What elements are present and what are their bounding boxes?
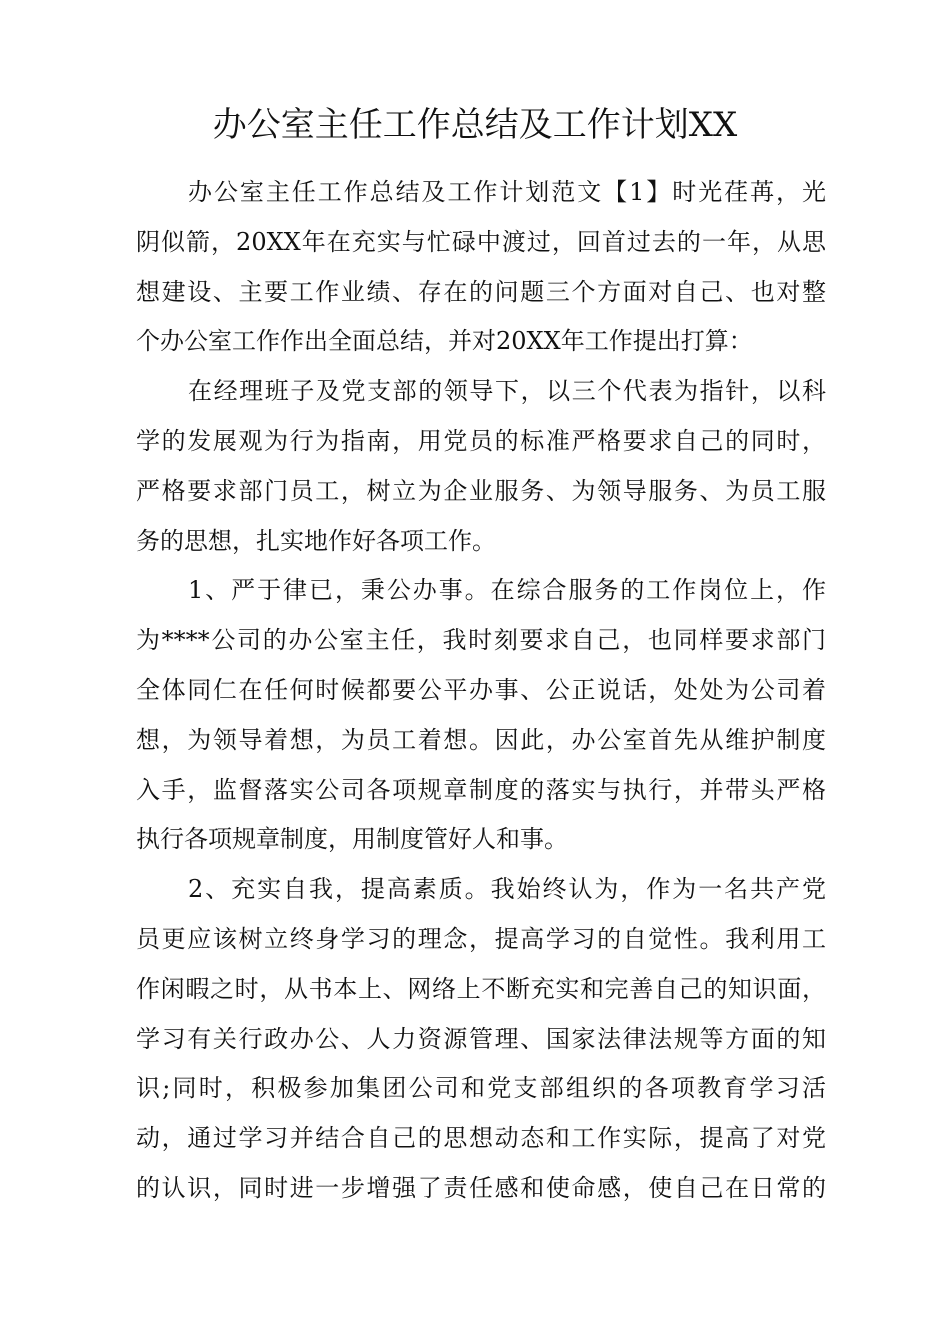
- document-title: 办公室主任工作总结及工作计划XX: [212, 105, 738, 145]
- text-line: 个办公室工作作出全面总结，并对20XX年工作提出打算：: [136, 327, 753, 356]
- text-line: 2、充实自我，提高素质。我始终认为，作为一名共产党: [188, 875, 826, 904]
- text-line: 入手，监督落实公司各项规章制度的落实与执行，并带头严格: [136, 775, 826, 804]
- document-body: [136, 168, 826, 1214]
- text-line: 作闲暇之时，从书本上、网络上不断充实和完善自己的知识面，: [136, 974, 826, 1003]
- text-line: 阴似箭，20XX年在充实与忙碌中渡过，回首过去的一年，从思: [136, 227, 826, 256]
- text-line: 学习有关行政办公、人力资源管理、国家法律法规等方面的知: [136, 1024, 826, 1053]
- text-line: 在经理班子及党支部的领导下，以三个代表为指针，以科: [188, 377, 826, 406]
- text-line: 执行各项规章制度，用制度管好人和事。: [136, 825, 568, 854]
- text-line: 识;同时，积极参加集团公司和党支部组织的各项教育学习活: [136, 1074, 826, 1103]
- text-line: 务的思想，扎实地作好各项工作。: [136, 526, 496, 555]
- text-line: 办公室主任工作总结及工作计划范文【1】时光荏苒，光: [188, 178, 826, 206]
- text-line: 1、严于律已，秉公办事。在综合服务的工作岗位上，作: [188, 576, 826, 605]
- text-line: 为****公司的办公室主任，我时刻要求自己，也同样要求部门: [136, 626, 826, 655]
- text-line: 动，通过学习并结合自己的思想动态和工作实际，提高了对党: [136, 1124, 826, 1153]
- text-line: 员更应该树立终身学习的理念，提高学习的自觉性。我利用工: [136, 924, 826, 953]
- text-line: 想建设、主要工作业绩、存在的问题三个方面对自己、也对整: [136, 277, 826, 306]
- text-line: 严格要求部门员工，树立为企业服务、为领导服务、为员工服: [136, 476, 826, 505]
- text-line: 的认识，同时进一步增强了责任感和使命感，使自己在日常的: [136, 1173, 826, 1202]
- text-line: 全体同仁在任何时候都要公平办事、公正说话，处处为公司着: [136, 675, 826, 704]
- text-line: 学的发展观为行为指南，用党员的标准严格要求自己的同时，: [136, 426, 826, 455]
- text-line: 想，为领导着想，为员工着想。因此，办公室首先从维护制度: [136, 725, 826, 754]
